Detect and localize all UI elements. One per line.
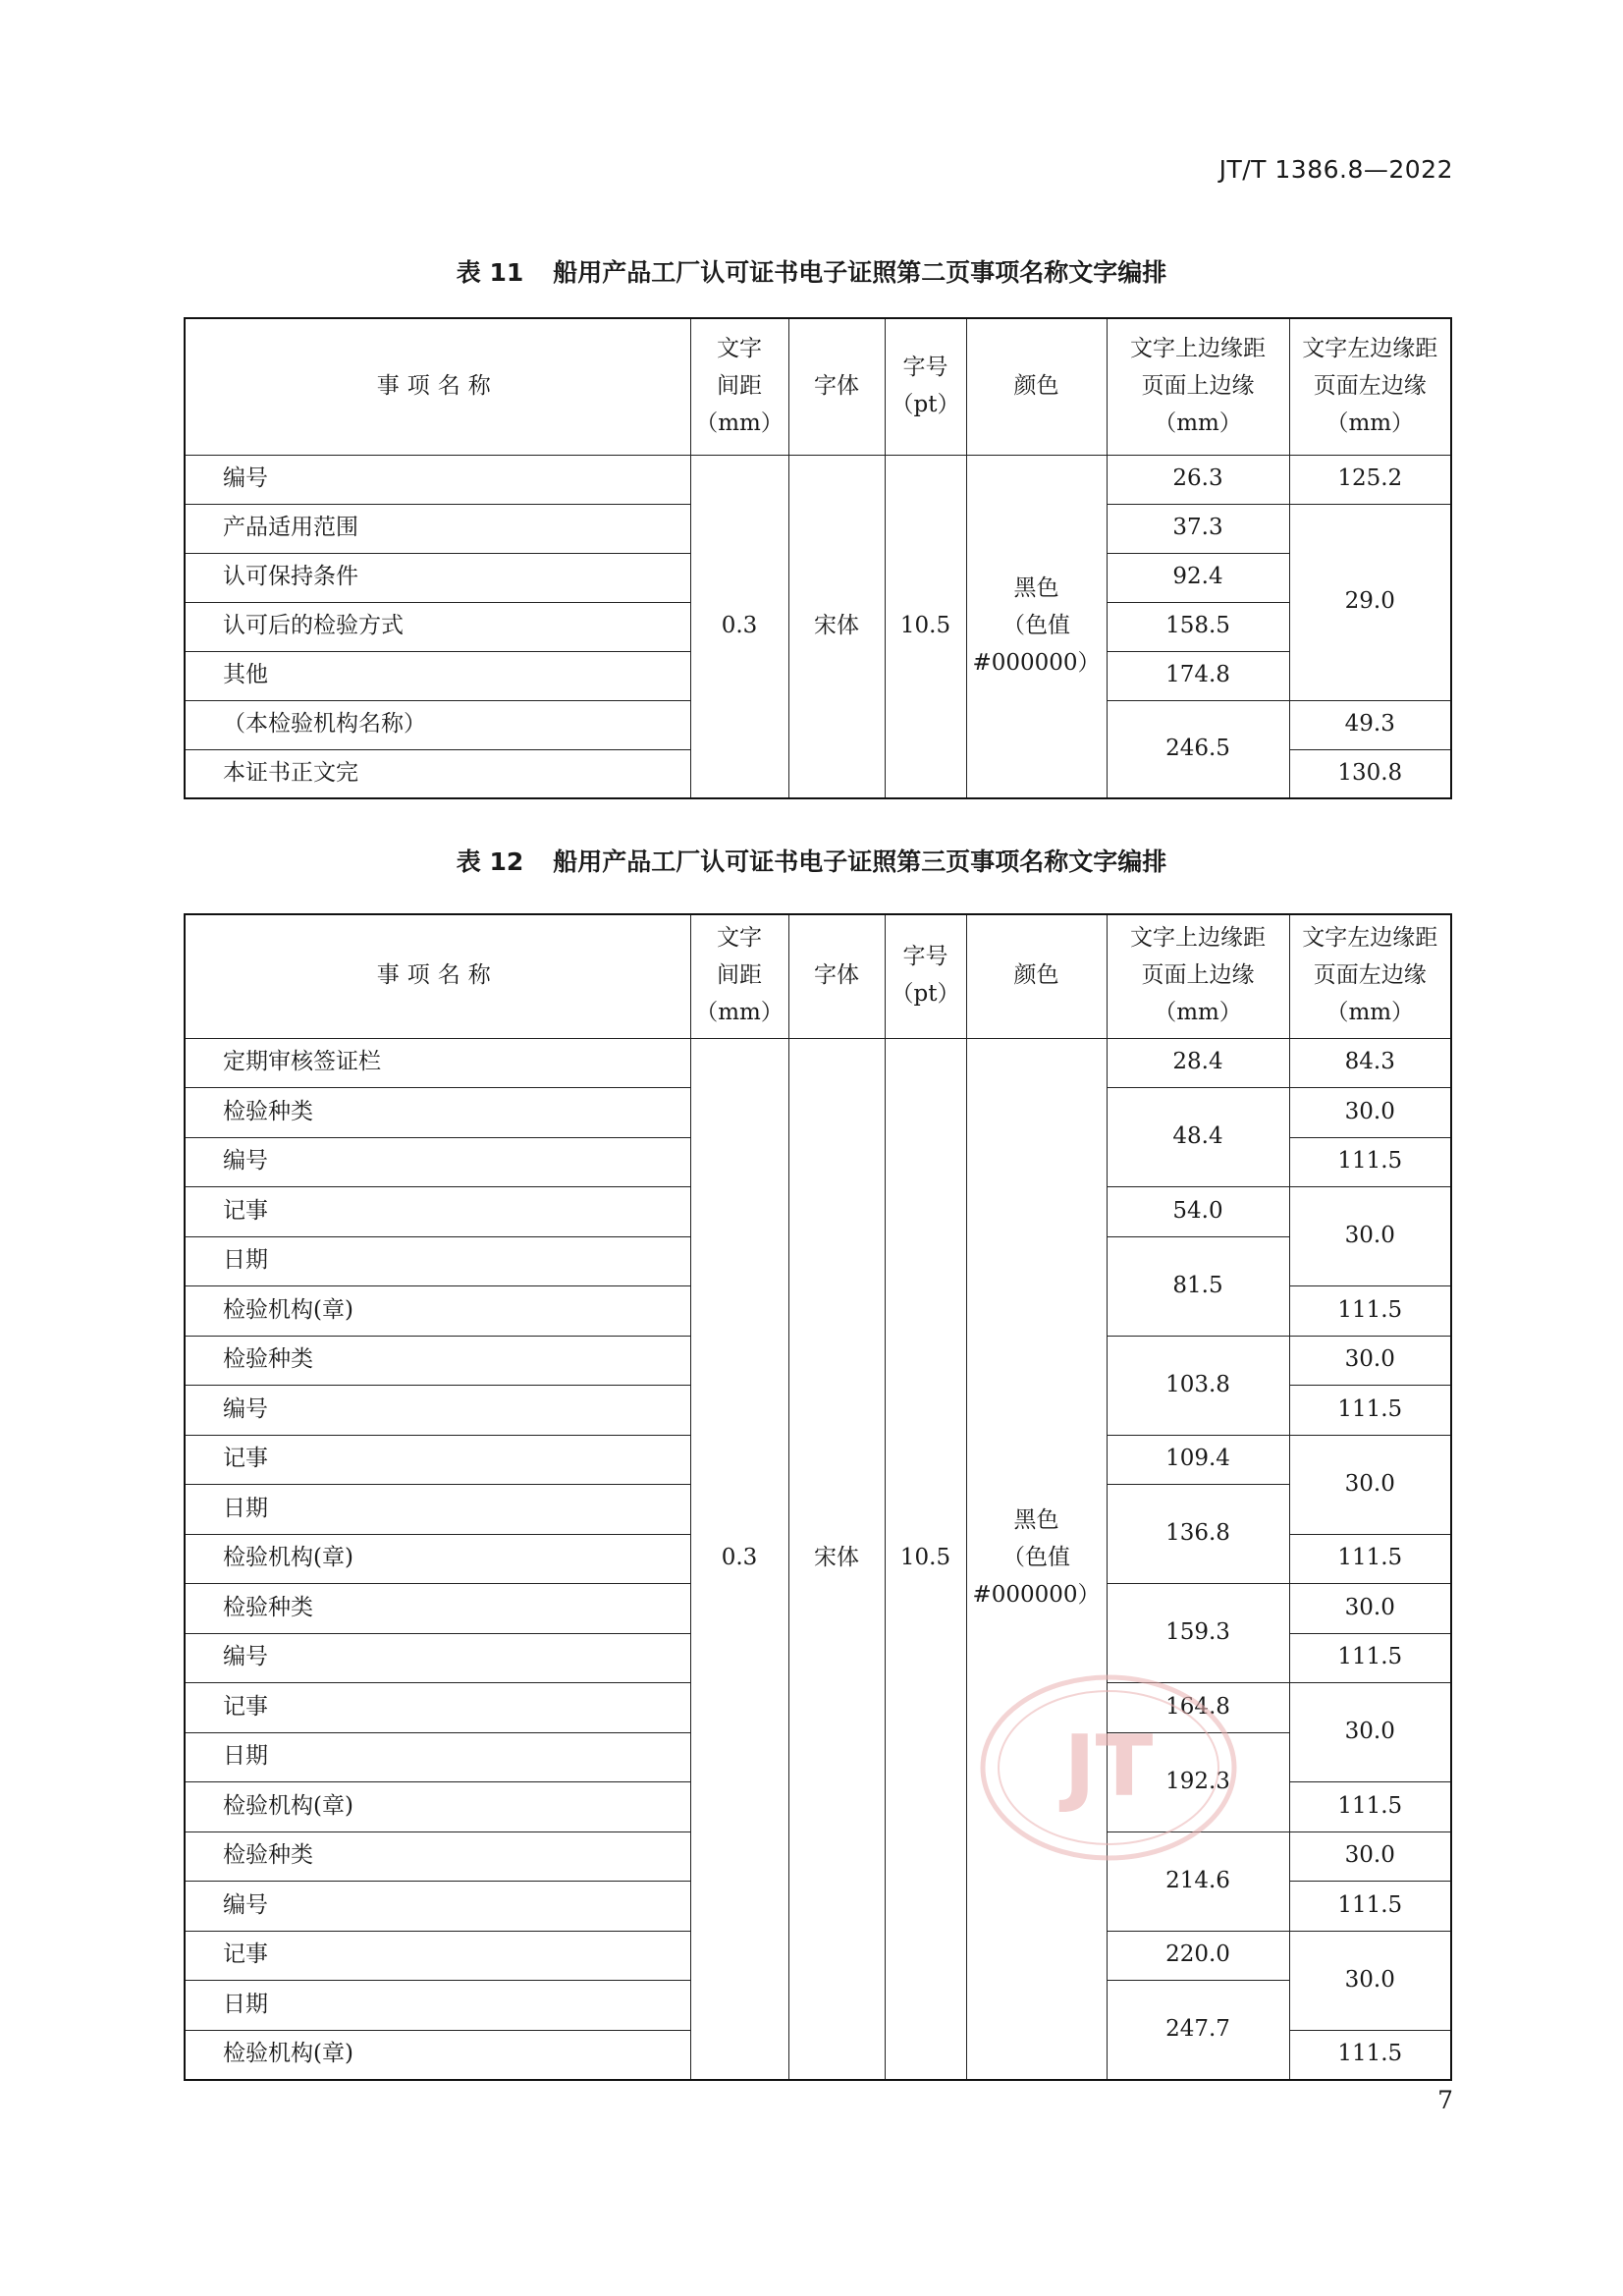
top-value: 246.5: [1107, 700, 1289, 798]
top-value: 174.8: [1107, 651, 1289, 700]
top-value: 159.3: [1107, 1584, 1289, 1683]
left-value: 30.0: [1289, 1088, 1451, 1138]
item-name: 检验种类: [185, 1088, 690, 1138]
top-value: 81.5: [1107, 1236, 1289, 1336]
item-name: 检验机构(章): [185, 2030, 690, 2080]
item-name: 认可后的检验方式: [185, 602, 690, 651]
left-value: 111.5: [1289, 1386, 1451, 1436]
col-header-spacing: 文字 间距 （mm）: [690, 318, 788, 455]
standard-code: JT/T 1386.8—2022: [1218, 155, 1453, 184]
top-value: 192.3: [1107, 1732, 1289, 1831]
left-value: 30.0: [1289, 1683, 1451, 1782]
top-value: 220.0: [1107, 1931, 1289, 1981]
font-cell: 宋体: [788, 455, 885, 798]
item-name: 检验机构(章): [185, 1782, 690, 1832]
left-value: 30.0: [1289, 1336, 1451, 1386]
item-name: 日期: [185, 1485, 690, 1535]
table-12-number: 表 12: [456, 847, 524, 876]
table-11: [184, 317, 1452, 799]
item-name: 本证书正文完: [185, 749, 690, 798]
item-name: （本检验机构名称）: [185, 700, 690, 749]
top-value: 136.8: [1107, 1485, 1289, 1584]
table-row: [185, 1038, 1451, 1088]
left-value: 125.2: [1289, 455, 1451, 504]
left-value: 111.5: [1289, 2030, 1451, 2080]
col-header-size: 字号 （pt）: [885, 914, 966, 1038]
item-name: 记事: [185, 1931, 690, 1981]
stamp-text: JT: [1063, 1718, 1154, 1816]
col-header-top: 文字上边缘距 页面上边缘 （mm）: [1107, 318, 1289, 455]
top-value: 214.6: [1107, 1831, 1289, 1931]
item-name: 记事: [185, 1187, 690, 1237]
top-value: 109.4: [1107, 1435, 1289, 1485]
table-12: [184, 913, 1452, 2081]
item-name: 编号: [185, 1386, 690, 1436]
item-name: 日期: [185, 1236, 690, 1286]
spacing-cell: 0.3: [690, 455, 788, 798]
top-value: 48.4: [1107, 1088, 1289, 1187]
left-value: 30.0: [1289, 1831, 1451, 1882]
item-name: 检验种类: [185, 1584, 690, 1634]
col-header-name: 事项名称: [185, 914, 690, 1038]
table-11-title: 船用产品工厂认可证书电子证照第二页事项名称文字编排: [553, 258, 1167, 287]
item-name: 认可保持条件: [185, 553, 690, 602]
col-header-top: 文字上边缘距 页面上边缘 （mm）: [1107, 914, 1289, 1038]
item-name: 其他: [185, 651, 690, 700]
item-name: 编号: [185, 1882, 690, 1932]
item-name: 记事: [185, 1435, 690, 1485]
top-value: 247.7: [1107, 1981, 1289, 2080]
item-name: 编号: [185, 1633, 690, 1683]
left-value: 29.0: [1289, 504, 1451, 700]
left-value: 111.5: [1289, 1782, 1451, 1832]
size-cell: 10.5: [885, 455, 966, 798]
left-value: 111.5: [1289, 1882, 1451, 1932]
color-cell: 黑色 （色值 #000000）: [966, 455, 1107, 798]
col-header-color: 颜色: [966, 318, 1107, 455]
top-value: 92.4: [1107, 553, 1289, 602]
table-header-row: [185, 914, 1451, 1038]
size-cell: 10.5: [885, 1038, 966, 2080]
left-value: 111.5: [1289, 1286, 1451, 1337]
page-number: 7: [1437, 2086, 1453, 2114]
item-name: 产品适用范围: [185, 504, 690, 553]
spacing-cell: 0.3: [690, 1038, 788, 2080]
left-value: 30.0: [1289, 1187, 1451, 1286]
col-header-size: 字号 （pt）: [885, 318, 966, 455]
item-name: 日期: [185, 1732, 690, 1782]
table-12-caption: [0, 843, 1623, 878]
font-cell: 宋体: [788, 1038, 885, 2080]
left-value: 30.0: [1289, 1931, 1451, 2030]
col-header-spacing: 文字 间距 （mm）: [690, 914, 788, 1038]
top-value: 28.4: [1107, 1038, 1289, 1088]
col-header-font: 字体: [788, 318, 885, 455]
col-header-color: 颜色: [966, 914, 1107, 1038]
left-value: 84.3: [1289, 1038, 1451, 1088]
col-header-name: 事项名称: [185, 318, 690, 455]
item-name: 编号: [185, 1137, 690, 1187]
col-header-font: 字体: [788, 914, 885, 1038]
item-name: 编号: [185, 455, 690, 504]
left-value: 49.3: [1289, 700, 1451, 749]
col-header-left: 文字左边缘距 页面左边缘 （mm）: [1289, 914, 1451, 1038]
item-name: 日期: [185, 1981, 690, 2031]
col-header-left: 文字左边缘距 页面左边缘 （mm）: [1289, 318, 1451, 455]
table-row: [185, 455, 1451, 504]
item-name: 检验机构(章): [185, 1286, 690, 1337]
item-name: 定期审核签证栏: [185, 1038, 690, 1088]
top-value: 103.8: [1107, 1336, 1289, 1435]
left-value: 111.5: [1289, 1633, 1451, 1683]
left-value: 30.0: [1289, 1584, 1451, 1634]
item-name: 检验种类: [185, 1336, 690, 1386]
item-name: 记事: [185, 1683, 690, 1733]
left-value: 130.8: [1289, 749, 1451, 798]
top-value: 54.0: [1107, 1187, 1289, 1237]
table-header-row: [185, 318, 1451, 455]
item-name: 检验种类: [185, 1831, 690, 1882]
top-value: 164.8: [1107, 1683, 1289, 1733]
table-11-caption: [0, 253, 1623, 289]
top-value: 37.3: [1107, 504, 1289, 553]
top-value: 158.5: [1107, 602, 1289, 651]
left-value: 111.5: [1289, 1137, 1451, 1187]
color-cell: 黑色 （色值 #000000）: [966, 1038, 1107, 2080]
top-value: 26.3: [1107, 455, 1289, 504]
left-value: 30.0: [1289, 1435, 1451, 1534]
left-value: 111.5: [1289, 1534, 1451, 1584]
table-12-title: 船用产品工厂认可证书电子证照第三页事项名称文字编排: [553, 847, 1167, 876]
table-11-number: 表 11: [456, 258, 524, 287]
item-name: 检验机构(章): [185, 1534, 690, 1584]
